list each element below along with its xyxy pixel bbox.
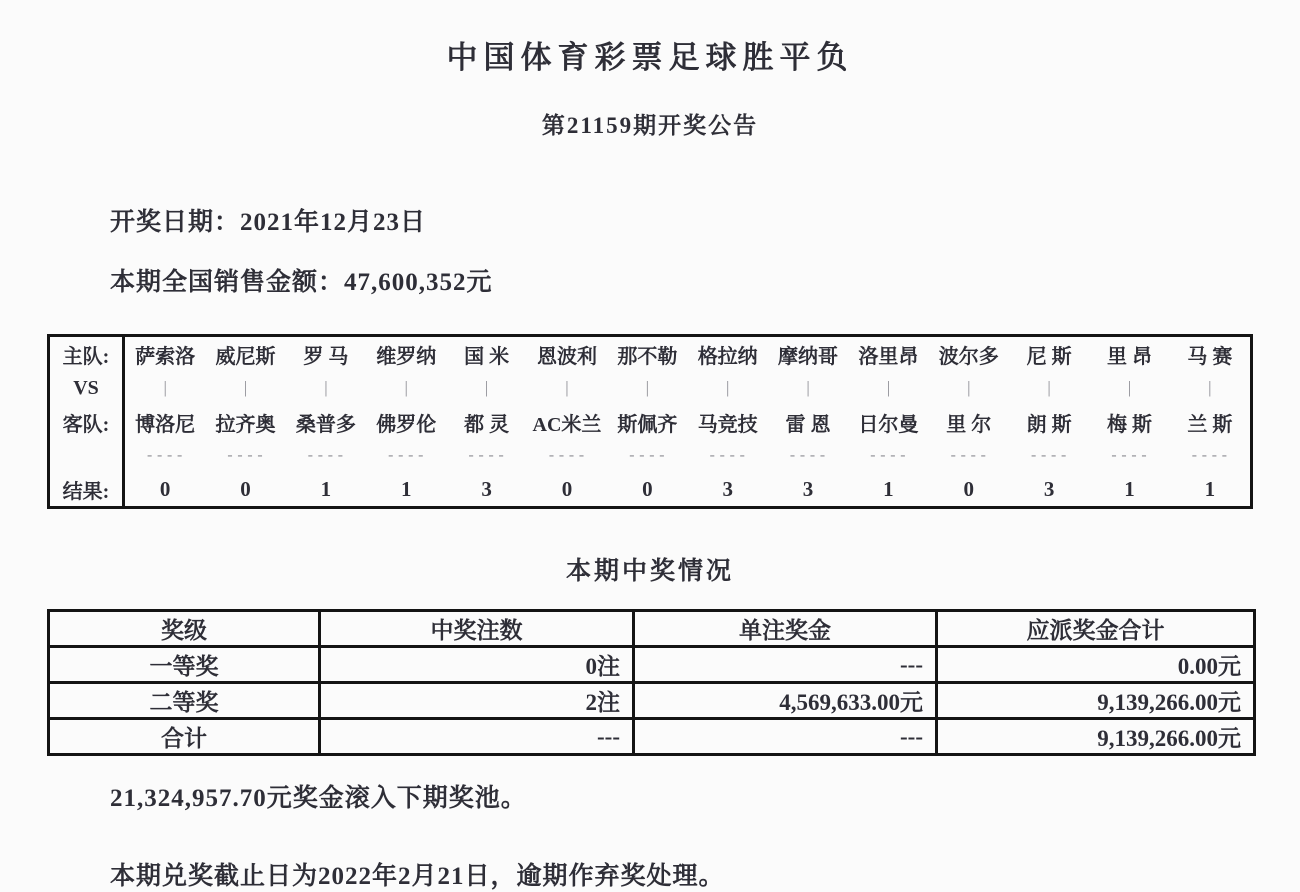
away-team-name: 马竞技 (697, 413, 758, 436)
prize-column-header: 单注奖金 (634, 611, 937, 647)
vs-separator: | (967, 378, 971, 397)
match-column (286, 337, 366, 506)
away-team-name: 兰 斯 (1187, 413, 1233, 436)
dash-line: ---- (1189, 447, 1230, 465)
dash-line: ---- (145, 447, 186, 465)
dash-line: ---- (466, 447, 507, 465)
dash-row-spacer (50, 439, 122, 473)
home-team-name: 罗 马 (303, 345, 349, 368)
rollover-line: 21,324,957.70元奖金滚入下期奖池。 (110, 785, 527, 812)
sales-amount-line: 本期全国销售金额：47,600,352元 (110, 269, 493, 296)
vs-separator: | (886, 378, 891, 397)
vs-row-label: VS (73, 376, 99, 399)
prize-table-row (49, 719, 1255, 755)
total-prize: 9,139,266.00元 (937, 719, 1255, 755)
home-team-name: 那不勒 (617, 345, 678, 368)
away-team-name: 梅 斯 (1106, 413, 1152, 436)
away-team-name: 里 尔 (946, 413, 992, 436)
home-team-name: 恩波利 (536, 345, 597, 368)
away-team-name: 斯佩齐 (617, 413, 678, 436)
vs-separator: | (484, 378, 489, 397)
home-team-name: 洛里昂 (858, 345, 919, 368)
vs-separator: | (565, 378, 569, 397)
issue-subtitle: 第21159期开奖公告 (541, 113, 759, 138)
home-team-name: 里 昂 (1106, 345, 1152, 368)
home-team-name: 威尼斯 (215, 345, 276, 368)
match-result: 3 (802, 477, 814, 501)
dash-line: ---- (305, 447, 346, 465)
away-team-name: 都 灵 (464, 413, 510, 436)
match-result: 3 (722, 477, 733, 501)
away-team-name: 朗 斯 (1026, 413, 1072, 436)
home-team-name: 萨索洛 (135, 345, 196, 368)
prize-tier: 二等奖 (49, 683, 320, 719)
match-column (1170, 337, 1250, 506)
dash-line: ---- (788, 447, 829, 465)
match-result: 0 (561, 477, 573, 501)
deadline-line: 本期兑奖截止日为2022年2月21日，逾期作弃奖处理。 (110, 863, 725, 890)
vs-separator: | (324, 378, 328, 397)
home-team-name: 格拉纳 (697, 345, 758, 368)
match-result: 0 (159, 477, 171, 501)
away-team-name: AC米兰 (532, 413, 602, 436)
total-prize: 0.00元 (937, 647, 1255, 683)
home-team-name: 波尔多 (938, 345, 999, 368)
prize-column-header: 中奖注数 (320, 611, 634, 647)
away-team-name: 佛罗伦 (376, 413, 437, 436)
dash-line: ---- (868, 447, 909, 465)
match-column (1009, 337, 1089, 506)
match-column (205, 337, 285, 506)
home-team-name: 摩纳哥 (778, 345, 839, 368)
match-result: 3 (481, 477, 492, 501)
away-team-name: 桑普多 (295, 413, 356, 436)
prize-table-row (49, 647, 1255, 683)
vs-separator: | (163, 378, 167, 397)
match-result: 0 (963, 477, 975, 501)
match-result: 0 (642, 477, 653, 501)
winner-count: 0注 (320, 647, 634, 683)
single-prize: 4,569,633.00元 (634, 683, 937, 719)
match-column (125, 337, 205, 506)
prize-table-row (49, 683, 1255, 719)
dash-line: ---- (1029, 447, 1070, 465)
match-column (446, 337, 526, 506)
vs-separator: | (1127, 378, 1132, 397)
home-team-name: 国 米 (464, 345, 510, 368)
single-prize: --- (634, 719, 937, 755)
match-result: 1 (320, 477, 332, 501)
match-result: 0 (240, 477, 251, 501)
vs-separator: | (1208, 378, 1212, 397)
match-column (848, 337, 928, 506)
winner-count: --- (320, 719, 634, 755)
match-table-row-labels (50, 337, 125, 506)
vs-separator: | (404, 378, 408, 397)
match-column (929, 337, 1009, 506)
vs-separator: | (725, 378, 730, 397)
home-row-label: 主队: (62, 345, 110, 368)
away-team-name: 拉齐奥 (215, 413, 276, 436)
home-team-name: 维罗纳 (376, 345, 437, 368)
match-result: 1 (401, 477, 412, 501)
prize-tier: 一等奖 (49, 647, 320, 683)
winner-count: 2注 (320, 683, 634, 719)
vs-separator: | (1047, 378, 1051, 397)
match-results-table (47, 334, 1253, 509)
match-columns (125, 337, 1250, 506)
match-column (366, 337, 446, 506)
dash-line: ---- (948, 447, 989, 465)
prize-section-title: 本期中奖情况 (565, 558, 734, 585)
result-row-label: 结果: (62, 481, 110, 503)
away-team-name: 日尔曼 (858, 413, 919, 436)
match-column (688, 337, 768, 506)
match-result: 1 (1124, 477, 1135, 501)
prize-tier: 合计 (49, 719, 320, 755)
dash-line: ---- (1109, 447, 1150, 465)
dash-line: ---- (627, 447, 668, 465)
match-result: 1 (1204, 477, 1216, 501)
match-result: 3 (1043, 477, 1055, 501)
home-team-name: 马 赛 (1187, 345, 1233, 368)
home-team-name: 尼 斯 (1026, 345, 1072, 368)
vs-separator: | (806, 378, 810, 397)
total-prize: 9,139,266.00元 (937, 683, 1255, 719)
page-title: 中国体育彩票足球胜平负 (446, 40, 854, 75)
match-result: 1 (883, 477, 894, 501)
prize-table-header-row (49, 611, 1255, 647)
dash-line: ---- (546, 447, 587, 465)
away-row-label: 客队: (62, 413, 110, 436)
away-team-name: 博洛尼 (135, 413, 196, 436)
dash-line: ---- (707, 447, 748, 465)
match-column (607, 337, 687, 506)
single-prize: --- (634, 647, 937, 683)
prize-column-header: 应派奖金合计 (937, 611, 1255, 647)
away-team-name: 雷 恩 (785, 413, 831, 436)
vs-separator: | (645, 378, 650, 397)
match-column (1089, 337, 1169, 506)
prize-table (47, 609, 1256, 756)
dash-line: ---- (386, 447, 427, 465)
prize-column-header: 奖级 (49, 611, 320, 647)
match-column (768, 337, 848, 506)
match-column (527, 337, 607, 506)
vs-separator: | (243, 378, 248, 397)
draw-date-line: 开奖日期：2021年12月23日 (110, 209, 427, 236)
dash-line: ---- (225, 447, 266, 465)
